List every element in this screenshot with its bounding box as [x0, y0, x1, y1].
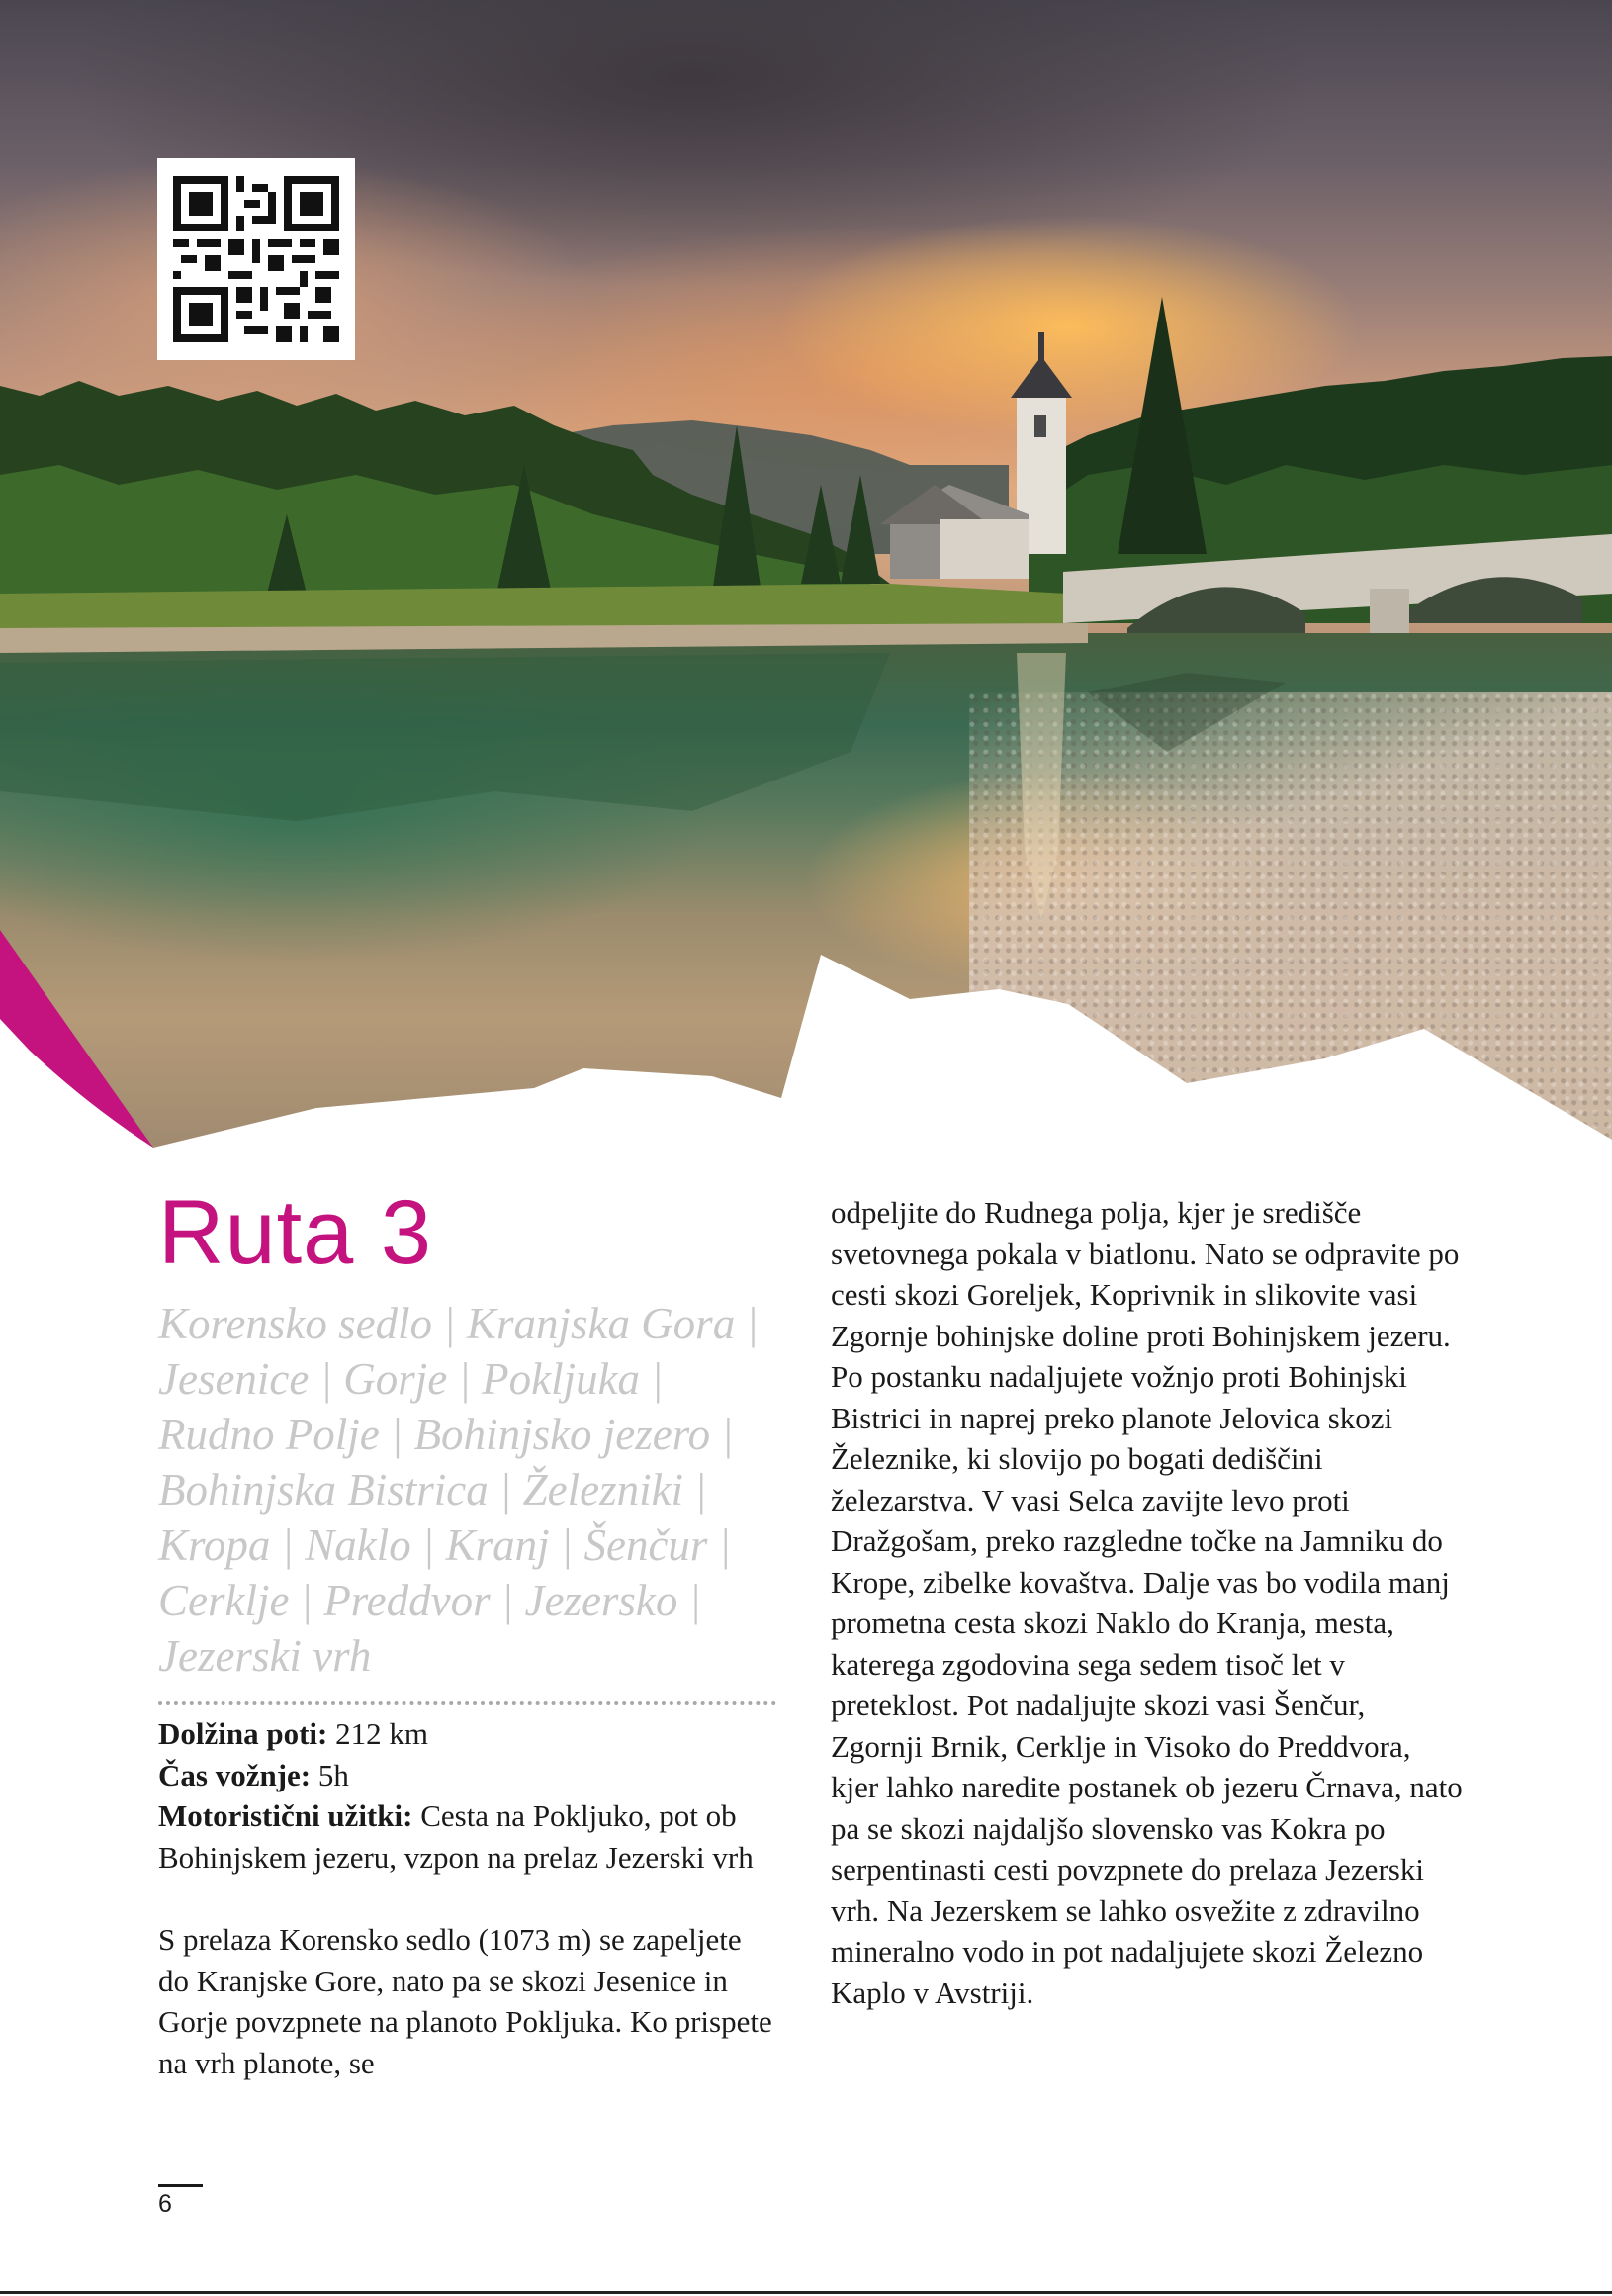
time-value: 5h: [311, 1757, 349, 1792]
route-title: Ruta 3: [158, 1182, 433, 1283]
body-paragraph-right: odpeljite do Rudnega polja, kjer je središče svetovnega pokala v biatlonu. Nato se odpravite po cesti skozi Goreljek, Koprivnik in slikovite vasi Zgornje bohinjske doline proti Bohinjskem jezeru. Po postanku nadaljujete vožnjo proti Bohinjski Bistrici in naprej preko planote Jelovica skozi Železnike, ki slovijo po bogati dediščini železarstva. V vasi Selca zavijte levo proti Dražgošam, preko razgledne točke na Jamniku do Krope, zibelke kovaštva. Dalje vas bo vodila manj prometna cesta skozi Naklo do Kranja, mesta, katerega zgodovina sega sedem tisoč let v preteklost. Pot nadaljujte skozi vasi Šenčur, Zgornji Brnik, Cerklje in Visoko do Preddvora, kjer lahko naredite postanek ob jezeru Črnava, nato pa se skozi najdaljšo slovensko vas Kokra po serpentinasti cesti povzpnete do prelaza Jezerski vrh. Na Jezerskem se lahko osvežite z zdravilno mineralno vodo in pot nadaljujete skozi Železno Kaplo v Avstriji.: [831, 1195, 1463, 2010]
page-number-rule: [158, 2184, 203, 2187]
left-column: [158, 1182, 776, 2083]
route-facts: [158, 1713, 776, 1878]
length-label: Dolžina poti:: [158, 1716, 328, 1751]
route-stops: Korensko sedlo | Kranjska Gora | Jesenice | Gorje | Pokljuka | Rudno Polje | Bohinjsko jezero | Bohinjska Bistrica | Železniki | Kropa | Naklo | Kranj | Šenčur | Cerklje | Preddvor | Jezersko | Jezerski vrh: [158, 1299, 759, 1681]
page-bottom-border: [0, 2291, 1612, 2294]
dotted-divider: [158, 1701, 776, 1705]
page-number: 6: [158, 2190, 172, 2218]
time-label: Čas vožnje:: [158, 1757, 312, 1792]
pleasures-label: Motoristični užitki:: [158, 1798, 413, 1833]
pleasures-value: Cesta na Pokljuko, pot ob Bohinjskem jezeru, vzpon na prelaz Jezerski vrh: [158, 1798, 754, 1875]
length-value: 212 km: [327, 1716, 428, 1751]
right-column: [831, 1192, 1464, 2013]
qr-code-icon: [173, 176, 339, 342]
qr-code[interactable]: [157, 158, 355, 360]
body-paragraph-left: S prelaza Korensko sedlo (1073 m) se zapeljete do Kranjske Gore, nato pa se skozi Jesenice in Gorje povzpnete na planoto Pokljuka. Ko prispete na vrh planote, se: [158, 1922, 772, 2080]
